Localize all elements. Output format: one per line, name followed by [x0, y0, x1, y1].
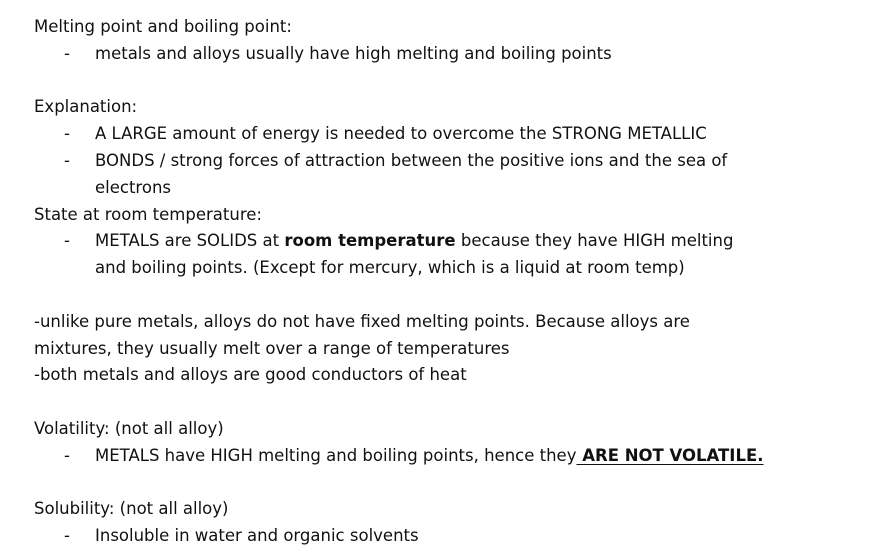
heading-explanation: Explanation: — [34, 97, 138, 117]
heading-volatility: Volatility: (not all alloy) — [34, 418, 224, 438]
heading-melting-boiling: Melting point and boiling point: — [34, 17, 292, 36]
bullet-dash: - — [64, 43, 70, 63]
note-line-1: -unlike pure metals, alloys do not have fixed melting points. Because alloys are — [34, 311, 690, 331]
bullet-explanation-1 — [34, 121, 854, 148]
bullet-melting-1 — [34, 41, 854, 68]
bullet-solubility-1 — [34, 523, 854, 550]
note-line-3: -both metals and alloys are good conductors of heat — [34, 365, 467, 385]
bullet-text: metals and alloys usually have high melting and boiling points — [95, 43, 612, 63]
blank-line — [34, 470, 854, 497]
heading-solubility: Solubility: (not all alloy) — [34, 499, 229, 519]
bullet-dash: - — [64, 150, 70, 170]
document-body — [34, 14, 854, 550]
bullet-text-bold: room temperature — [284, 231, 456, 251]
bullet-text-pre: METALS have HIGH melting and boiling points, hence they — [95, 445, 577, 465]
bullet-dash: - — [64, 231, 70, 251]
blank-line — [34, 282, 854, 309]
heading-state-room-temp: State at room temperature: — [34, 204, 262, 224]
bullet-volatility-1 — [34, 443, 854, 470]
bullet-state-1-continuation: and boiling points. (Except for mercury, which is a liquid at room temp) — [95, 258, 685, 278]
bullet-dash: - — [64, 445, 70, 465]
bullet-dash: - — [64, 526, 70, 546]
blank-line — [34, 68, 854, 95]
bullet-explanation-2 — [34, 148, 854, 175]
bullet-text: Insoluble in water and organic solvents — [95, 526, 419, 546]
bullet-text-post: because they have HIGH melting — [455, 231, 734, 251]
bullet-text: A LARGE amount of energy is needed to overcome the STRONG METALLIC — [95, 124, 707, 144]
bullet-text-emphasis: ARE NOT VOLATILE. — [576, 445, 764, 465]
bullet-state-1 — [34, 228, 854, 255]
note-line-2: mixtures, they usually melt over a range of temperatures — [34, 338, 510, 358]
blank-line — [34, 389, 854, 416]
bullet-explanation-2-continuation: electrons — [95, 177, 171, 197]
bullet-text: BONDS / strong forces of attraction between the positive ions and the sea of — [95, 150, 728, 170]
bullet-text-pre: METALS are SOLIDS at — [95, 231, 285, 251]
bullet-dash: - — [64, 124, 70, 144]
